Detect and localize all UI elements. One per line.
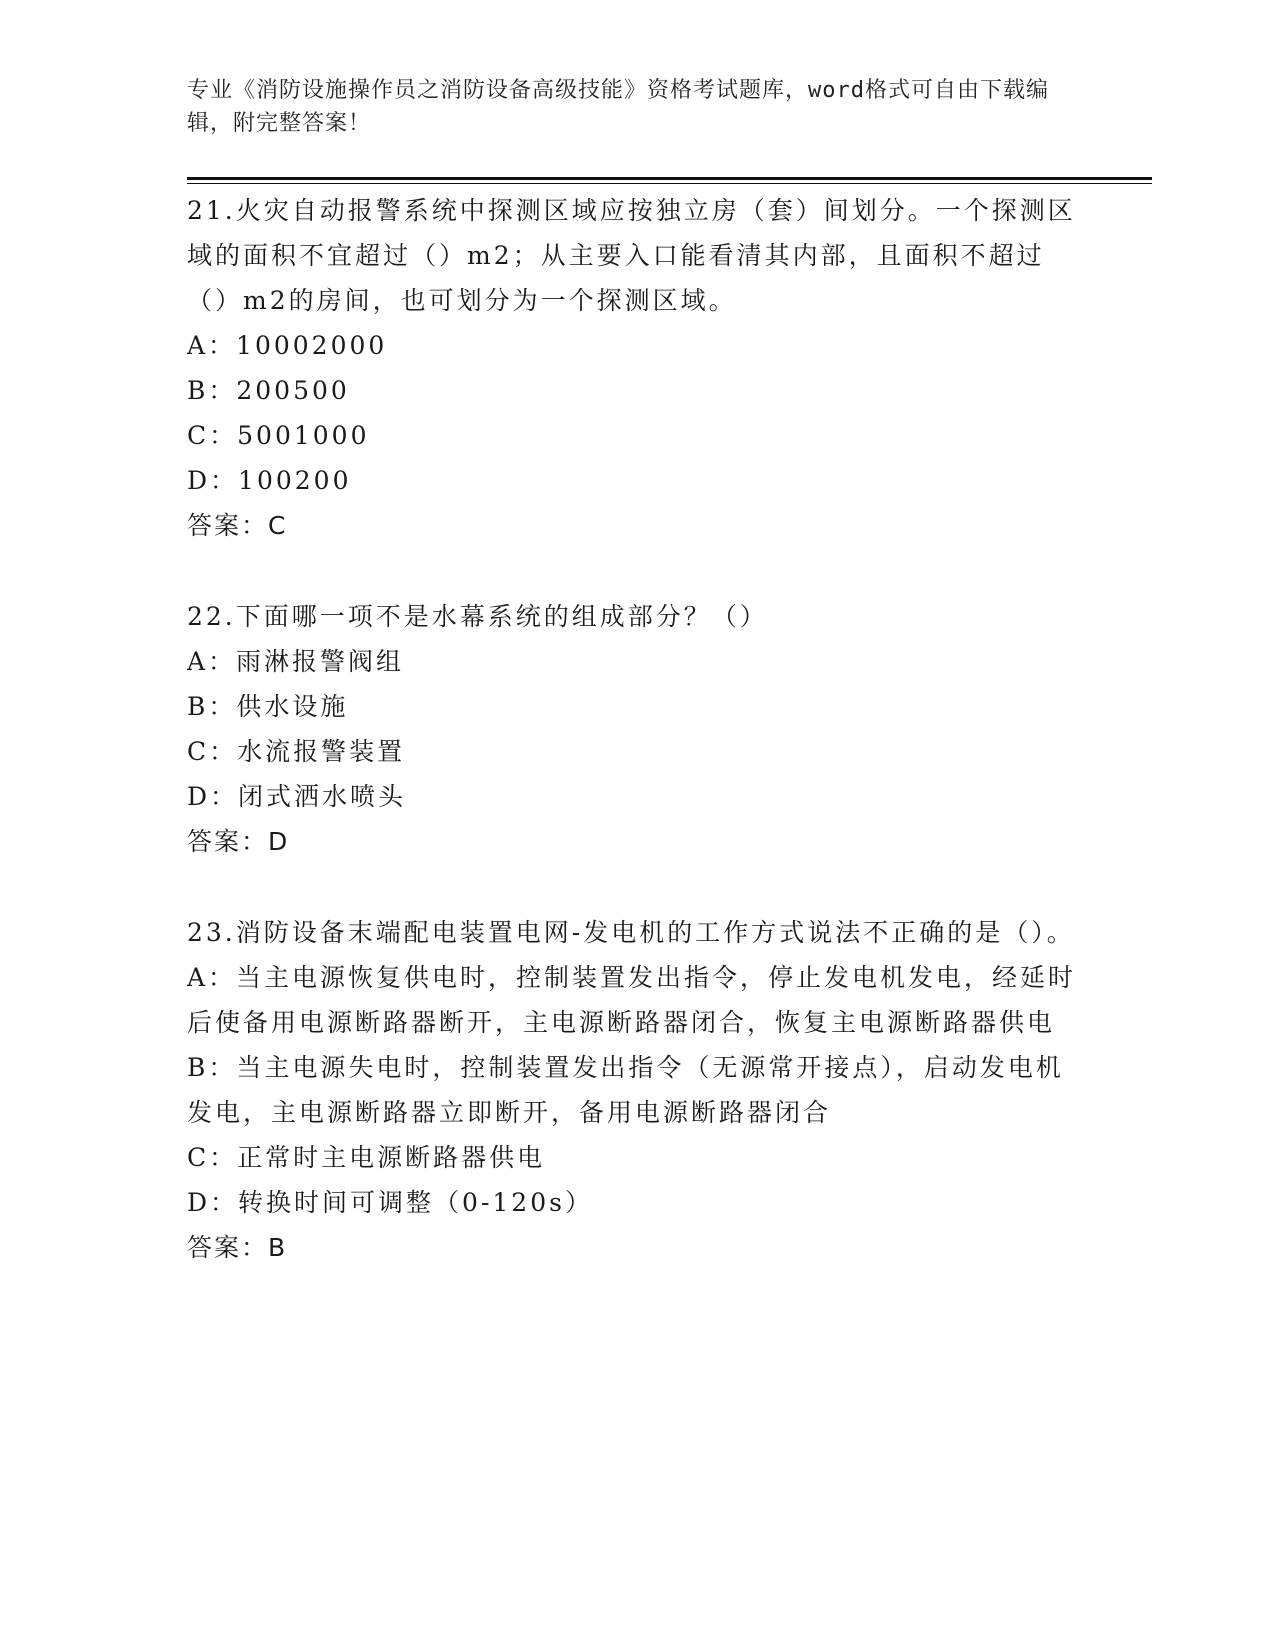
spacer — [187, 548, 1077, 594]
option-a: A：雨淋报警阀组 — [187, 647, 405, 676]
option-a: A：10002000 — [187, 331, 388, 360]
question-23 — [187, 910, 1077, 1270]
option-c: C：水流报警装置 — [187, 737, 406, 766]
option-b: B：当主电源失电时，控制装置发出指令（无源常开接点），启动发电机发电，主电源断路器立即断开，备用电源断路器闭合 — [187, 1053, 1064, 1127]
option-c: C：5001000 — [187, 421, 370, 450]
header-rule-thin — [187, 183, 1152, 184]
header-rule-thick — [187, 177, 1152, 180]
option-d: D：转换时间可调整（0-120s） — [187, 1188, 593, 1217]
option-b: B：200500 — [187, 376, 350, 405]
question-list — [187, 188, 1077, 1270]
question-stem: 21.火灾自动报警系统中探测区域应按独立房（套）间划分。一个探测区域的面积不宜超过（）m2；从主要入口能看清其内部，且面积不超过（）m2的房间，也可划分为一个探测区域。 — [187, 196, 1076, 315]
option-b: B：供水设施 — [187, 692, 349, 721]
question-stem: 23.消防设备末端配电装置电网-发电机的工作方式说法不正确的是（）。 — [187, 918, 1075, 947]
option-d: D：100200 — [187, 466, 352, 495]
answer-line: 答案：B — [187, 1233, 288, 1262]
option-a: A：当主电源恢复供电时，控制装置发出指令，停止发电机发电，经延时后使备用电源断路器断开，主电源断路器闭合，恢复主电源断路器供电 — [187, 963, 1077, 1037]
document-header: 专业《消防设施操作员之消防设备高级技能》资格考试题库，word格式可自由下载编辑，附完整答案！ — [187, 78, 1049, 136]
question-stem: 22.下面哪一项不是水幕系统的组成部分？（） — [187, 602, 768, 631]
question-22 — [187, 594, 1077, 864]
answer-line: 答案：C — [187, 511, 288, 540]
answer-line: 答案：D — [187, 827, 290, 856]
option-d: D：闭式洒水喷头 — [187, 782, 407, 811]
spacer — [187, 864, 1077, 910]
question-21 — [187, 188, 1077, 548]
option-c: C：正常时主电源断路器供电 — [187, 1143, 546, 1172]
